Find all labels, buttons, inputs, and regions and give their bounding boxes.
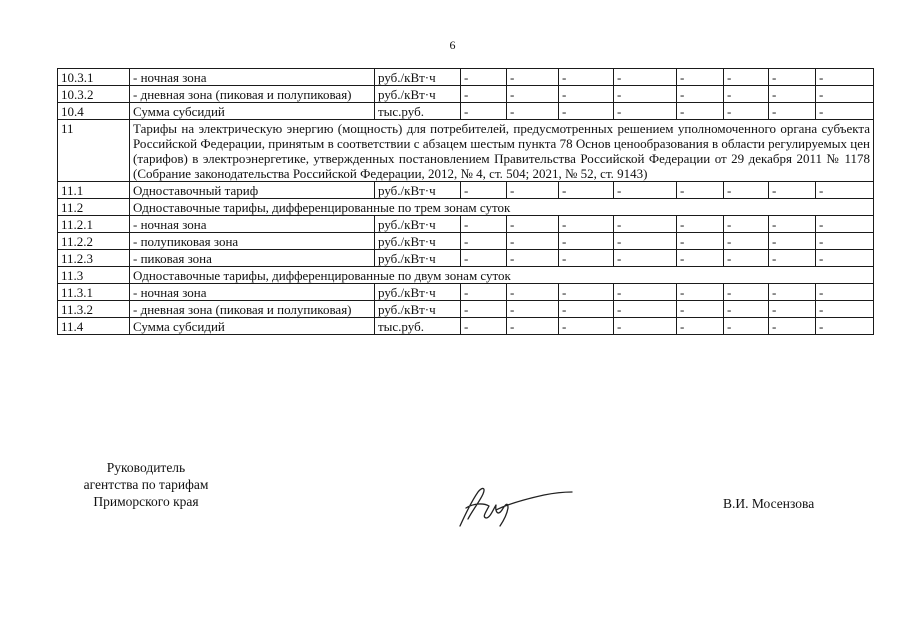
value-cell: - bbox=[724, 69, 769, 86]
value-cell: - bbox=[559, 182, 614, 199]
row-code: 11.4 bbox=[58, 318, 130, 335]
row-code: 10.4 bbox=[58, 103, 130, 120]
value-cell: - bbox=[816, 86, 874, 103]
value-cell: - bbox=[614, 301, 677, 318]
value-cell: - bbox=[461, 69, 507, 86]
handwritten-signature bbox=[456, 482, 576, 532]
value-cell: - bbox=[614, 86, 677, 103]
value-cell: - bbox=[677, 103, 724, 120]
value-cell: - bbox=[614, 318, 677, 335]
signatory-position-line: агентства по тарифам bbox=[83, 477, 209, 492]
value-cell: - bbox=[507, 250, 559, 267]
section-heading: Одноставочные тарифы, дифференцированные по двум зонам суток bbox=[130, 267, 874, 284]
value-cell: - bbox=[769, 86, 816, 103]
value-cell: - bbox=[461, 103, 507, 120]
value-cell: - bbox=[559, 301, 614, 318]
value-cell: - bbox=[559, 69, 614, 86]
table-row bbox=[58, 199, 874, 216]
row-name: - ночная зона bbox=[130, 284, 375, 301]
value-cell: - bbox=[461, 86, 507, 103]
row-unit: тыс.руб. bbox=[375, 103, 461, 120]
row-unit: руб./кВт·ч bbox=[375, 250, 461, 267]
page-number: 6 bbox=[449, 38, 456, 52]
row-name: - полупиковая зона bbox=[130, 233, 375, 250]
tariff-table-body bbox=[58, 69, 874, 335]
row-unit: руб./кВт·ч bbox=[375, 284, 461, 301]
row-name: - ночная зона bbox=[130, 216, 375, 233]
value-cell: - bbox=[461, 301, 507, 318]
value-cell: - bbox=[816, 284, 874, 301]
value-cell: - bbox=[677, 233, 724, 250]
value-cell: - bbox=[677, 69, 724, 86]
value-cell: - bbox=[507, 86, 559, 103]
table-row bbox=[58, 120, 874, 182]
signatory-position bbox=[56, 459, 236, 510]
row-name: Сумма субсидий bbox=[130, 103, 375, 120]
value-cell: - bbox=[559, 233, 614, 250]
value-cell: - bbox=[614, 216, 677, 233]
value-cell: - bbox=[614, 250, 677, 267]
row-unit: руб./кВт·ч bbox=[375, 233, 461, 250]
row-name: - дневная зона (пиковая и полупиковая) bbox=[130, 86, 375, 103]
row-code: 10.3.2 bbox=[58, 86, 130, 103]
row-code: 11.2 bbox=[58, 199, 130, 216]
row-code: 11.3 bbox=[58, 267, 130, 284]
value-cell: - bbox=[816, 69, 874, 86]
value-cell: - bbox=[614, 182, 677, 199]
value-cell: - bbox=[559, 250, 614, 267]
table-row bbox=[58, 69, 874, 86]
row-unit: руб./кВт·ч bbox=[375, 86, 461, 103]
value-cell: - bbox=[677, 301, 724, 318]
value-cell: - bbox=[724, 301, 769, 318]
value-cell: - bbox=[559, 103, 614, 120]
row-code: 11.2.3 bbox=[58, 250, 130, 267]
value-cell: - bbox=[559, 86, 614, 103]
value-cell: - bbox=[507, 182, 559, 199]
value-cell: - bbox=[461, 216, 507, 233]
table-row bbox=[58, 103, 874, 120]
row-unit: руб./кВт·ч bbox=[375, 69, 461, 86]
value-cell: - bbox=[677, 182, 724, 199]
value-cell: - bbox=[507, 69, 559, 86]
row-code: 11.3.2 bbox=[58, 301, 130, 318]
value-cell: - bbox=[614, 233, 677, 250]
value-cell: - bbox=[769, 233, 816, 250]
value-cell: - bbox=[724, 250, 769, 267]
value-cell: - bbox=[614, 284, 677, 301]
value-cell: - bbox=[677, 86, 724, 103]
value-cell: - bbox=[507, 103, 559, 120]
value-cell: - bbox=[559, 284, 614, 301]
signatory-position-line: Приморского края bbox=[93, 494, 199, 509]
value-cell: - bbox=[816, 250, 874, 267]
row-code: 11 bbox=[58, 120, 130, 182]
value-cell: - bbox=[461, 318, 507, 335]
value-cell: - bbox=[769, 216, 816, 233]
section-heading: Тарифы на электрическую энергию (мощность) для потребителей, предусмотренных решением уполномоченного органа субъекта Российской Федерации, принятым в соответствии с абзацем шестым пункта 78 Основ ценообразования в области регулируемых цен (тарифов) в электроэнергетике, утвержденных постановлением Правительства Российской Федерации от 29 декабря 2011 № 1178 (Собрание законодательства Российской Федерации, 2012, № 4, ст. 504; 2021, № 52, ст. 9143) bbox=[130, 120, 874, 182]
row-name: - ночная зона bbox=[130, 69, 375, 86]
value-cell: - bbox=[724, 284, 769, 301]
value-cell: - bbox=[816, 233, 874, 250]
signatory-name: В.И. Мосензова bbox=[723, 496, 815, 511]
value-cell: - bbox=[461, 284, 507, 301]
value-cell: - bbox=[507, 233, 559, 250]
signatory-position-line: Руководитель bbox=[106, 460, 186, 475]
row-unit: тыс.руб. bbox=[375, 318, 461, 335]
value-cell: - bbox=[559, 216, 614, 233]
row-name: - дневная зона (пиковая и полупиковая) bbox=[130, 301, 375, 318]
value-cell: - bbox=[816, 103, 874, 120]
row-code: 11.3.1 bbox=[58, 284, 130, 301]
value-cell: - bbox=[769, 69, 816, 86]
table-row bbox=[58, 86, 874, 103]
value-cell: - bbox=[507, 284, 559, 301]
value-cell: - bbox=[677, 284, 724, 301]
value-cell: - bbox=[724, 216, 769, 233]
value-cell: - bbox=[677, 318, 724, 335]
row-code: 11.1 bbox=[58, 182, 130, 199]
value-cell: - bbox=[724, 233, 769, 250]
value-cell: - bbox=[769, 103, 816, 120]
value-cell: - bbox=[769, 250, 816, 267]
row-unit: руб./кВт·ч bbox=[375, 182, 461, 199]
row-name: Сумма субсидий bbox=[130, 318, 375, 335]
value-cell: - bbox=[724, 103, 769, 120]
value-cell: - bbox=[724, 86, 769, 103]
value-cell: - bbox=[614, 69, 677, 86]
row-name: Одноставочный тариф bbox=[130, 182, 375, 199]
tariff-table bbox=[57, 68, 874, 335]
section-heading: Одноставочные тарифы, дифференцированные по трем зонам суток bbox=[130, 199, 874, 216]
value-cell: - bbox=[559, 318, 614, 335]
value-cell: - bbox=[677, 216, 724, 233]
value-cell: - bbox=[507, 301, 559, 318]
value-cell: - bbox=[816, 318, 874, 335]
table-row bbox=[58, 301, 874, 318]
value-cell: - bbox=[769, 284, 816, 301]
value-cell: - bbox=[614, 103, 677, 120]
table-row bbox=[58, 182, 874, 199]
value-cell: - bbox=[724, 182, 769, 199]
value-cell: - bbox=[461, 182, 507, 199]
value-cell: - bbox=[507, 216, 559, 233]
value-cell: - bbox=[724, 318, 769, 335]
row-code: 11.2.2 bbox=[58, 233, 130, 250]
value-cell: - bbox=[461, 250, 507, 267]
value-cell: - bbox=[677, 250, 724, 267]
table-row bbox=[58, 318, 874, 335]
value-cell: - bbox=[816, 182, 874, 199]
row-code: 10.3.1 bbox=[58, 69, 130, 86]
row-unit: руб./кВт·ч bbox=[375, 216, 461, 233]
value-cell: - bbox=[769, 318, 816, 335]
table-row bbox=[58, 216, 874, 233]
table-row bbox=[58, 233, 874, 250]
table-row bbox=[58, 267, 874, 284]
table-row bbox=[58, 284, 874, 301]
value-cell: - bbox=[507, 318, 559, 335]
row-code: 11.2.1 bbox=[58, 216, 130, 233]
row-unit: руб./кВт·ч bbox=[375, 301, 461, 318]
value-cell: - bbox=[816, 216, 874, 233]
table-row bbox=[58, 250, 874, 267]
row-name: - пиковая зона bbox=[130, 250, 375, 267]
value-cell: - bbox=[769, 182, 816, 199]
value-cell: - bbox=[816, 301, 874, 318]
value-cell: - bbox=[461, 233, 507, 250]
value-cell: - bbox=[769, 301, 816, 318]
